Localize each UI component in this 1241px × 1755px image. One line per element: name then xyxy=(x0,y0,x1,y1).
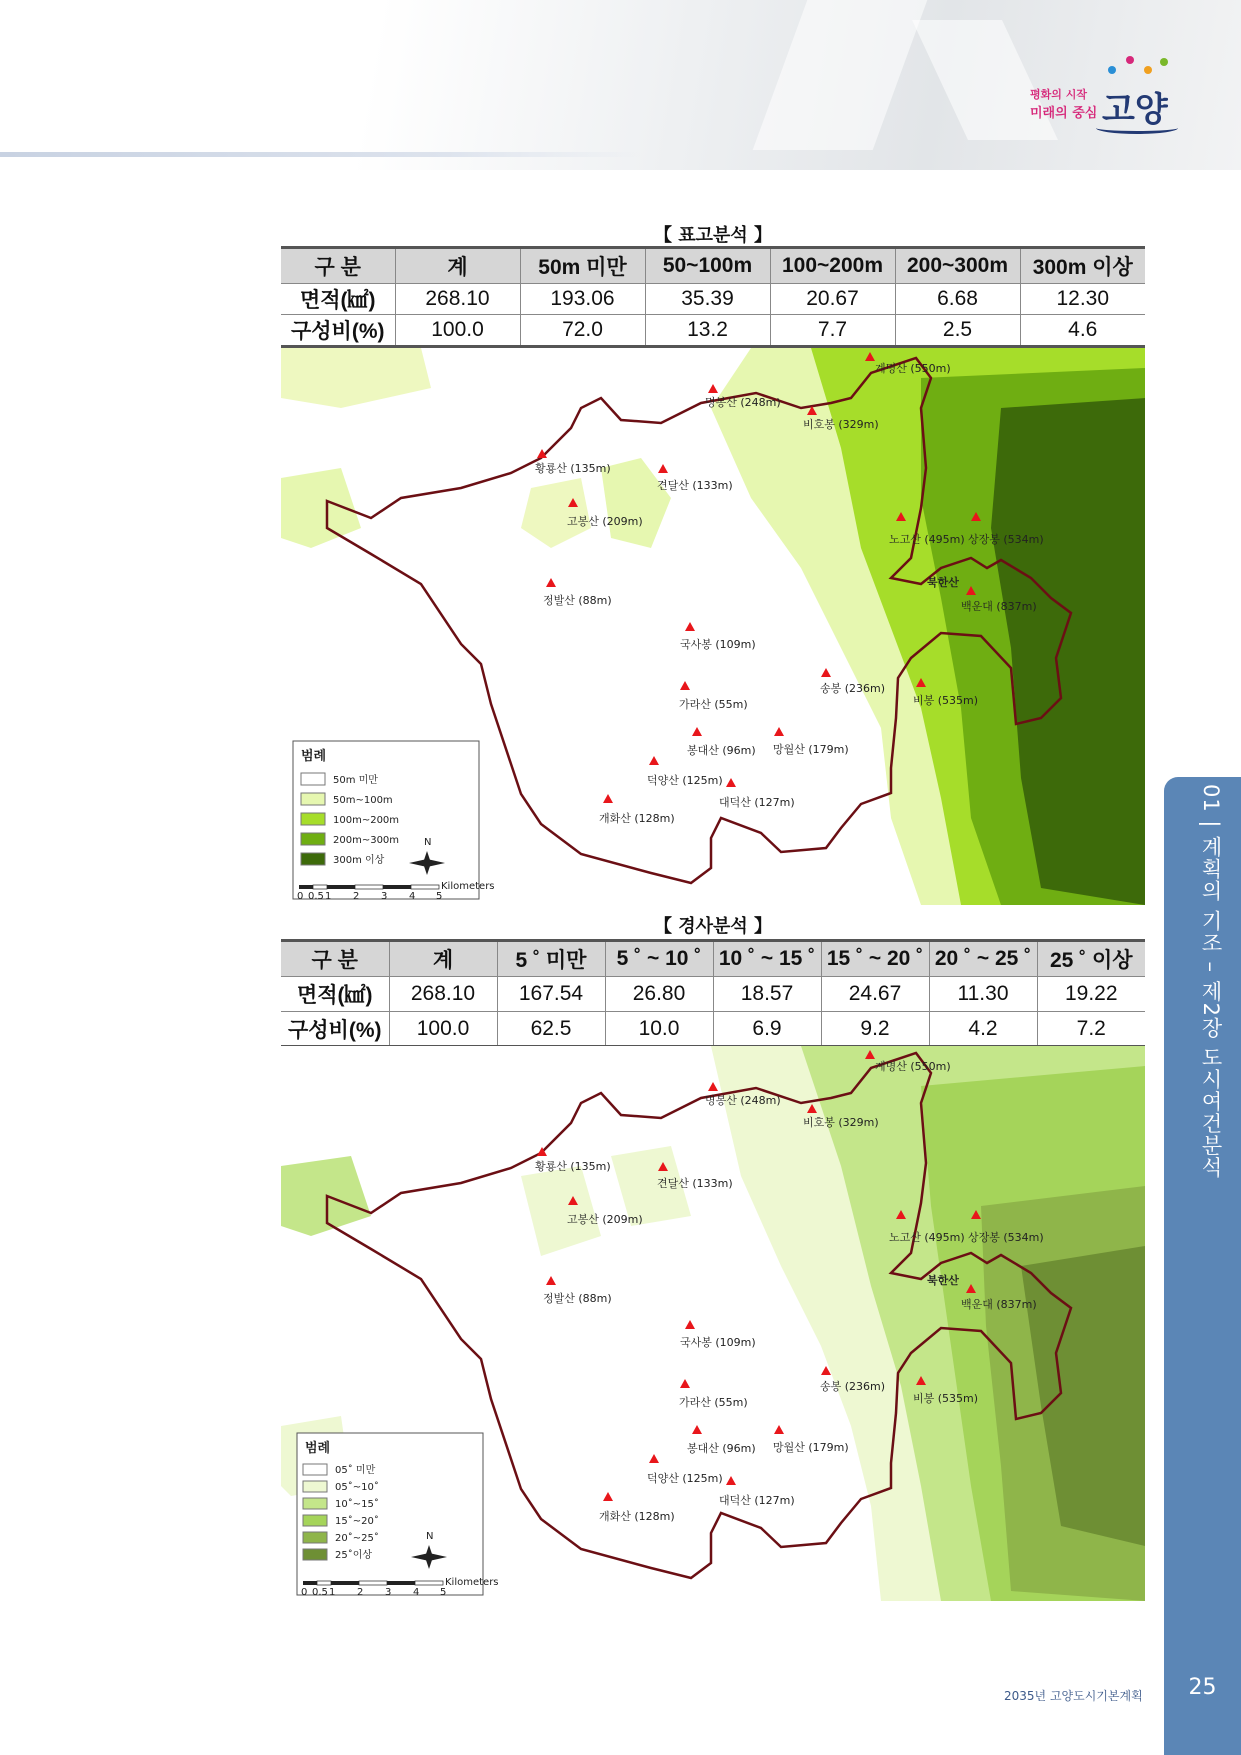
scale-tick: 3 xyxy=(381,891,388,902)
table-cell: 62.5 xyxy=(497,1012,605,1047)
table-cell: 4.6 xyxy=(1020,315,1145,347)
table-cell: 2.5 xyxy=(895,315,1020,347)
legend-label: 25˚이상 xyxy=(335,1550,373,1561)
scale-tick: 2 xyxy=(357,1587,364,1598)
table-cell: 7.2 xyxy=(1037,1012,1145,1047)
table-cell: 20.67 xyxy=(770,284,895,315)
peak-label: 황룡산 (135m) xyxy=(535,1160,611,1173)
north-label: N xyxy=(426,1531,434,1542)
table-cell: 193.06 xyxy=(520,284,645,315)
elevation-map xyxy=(281,348,1145,905)
table-cell: 19.22 xyxy=(1037,977,1145,1012)
peak-label: 가라산 (55m) xyxy=(679,1396,748,1409)
peak-label: 망월산 (179m) xyxy=(773,743,849,756)
peak-label: 덕양산 (125m) xyxy=(647,774,723,787)
peak-label: 비호봉 (329m) xyxy=(803,1116,879,1129)
column-header: 200~300m xyxy=(895,248,1020,284)
logo-swoosh xyxy=(1096,122,1178,134)
chapter-side-title: 01 | 계획의 기조 – 제2장 도시여건분석 xyxy=(1199,784,1223,1179)
legend-label: 10˚~15˚ xyxy=(335,1499,379,1510)
legend-swatch xyxy=(303,1498,327,1509)
peak-label: 계명산 (550m) xyxy=(875,1060,951,1073)
column-header: 5 ˚ 미만 xyxy=(497,941,605,977)
legend-label: 20˚~25˚ xyxy=(335,1533,379,1544)
column-header: 300m 이상 xyxy=(1020,248,1145,284)
table-row xyxy=(281,1012,1145,1047)
table-row xyxy=(281,284,1145,315)
peak-label: 명봉산 (248m) xyxy=(705,396,781,409)
peak-label: 덕양산 (125m) xyxy=(647,1472,723,1485)
row-header: 면적(㎢) xyxy=(281,284,395,315)
header-rule xyxy=(0,152,640,157)
column-header: 20 ˚ ~ 25 ˚ xyxy=(929,941,1037,977)
table-cell: 100.0 xyxy=(389,1012,497,1047)
peak-label: 정발산 (88m) xyxy=(543,594,612,607)
column-header: 구 분 xyxy=(281,941,389,977)
table-cell: 10.0 xyxy=(605,1012,713,1047)
table-cell: 26.80 xyxy=(605,977,713,1012)
table-header-row xyxy=(281,248,1145,284)
peak-label: 송봉 (236m) xyxy=(820,1380,886,1393)
table-cell: 268.10 xyxy=(395,284,520,315)
column-header: 10 ˚ ~ 15 ˚ xyxy=(713,941,821,977)
scale-unit: Kilometers xyxy=(441,881,495,892)
legend-label: 100m~200m xyxy=(333,815,400,826)
peak-label: 견달산 (133m) xyxy=(657,479,733,492)
column-header: 5 ˚ ~ 10 ˚ xyxy=(605,941,713,977)
map-legend xyxy=(293,741,495,902)
peak-label: 고봉산 (209m) xyxy=(567,515,643,528)
peak-label: 북한산 xyxy=(927,576,959,589)
scale-tick: 0.5 xyxy=(308,891,324,902)
peak-label: 상장봉 (534m) xyxy=(968,1231,1044,1244)
page-number: 25 xyxy=(1188,1675,1217,1700)
slope-map xyxy=(281,1046,1145,1601)
legend-swatch xyxy=(301,833,325,845)
peak-label: 노고산 (495m) xyxy=(889,1231,965,1244)
peak-label: 봉대산 (96m) xyxy=(687,1442,756,1455)
table-cell: 100.0 xyxy=(395,315,520,347)
logo-slogan-line1: 평화의 시작 xyxy=(1030,88,1087,101)
scale-tick: 3 xyxy=(385,1587,392,1598)
peak-label: 국사봉 (109m) xyxy=(680,1336,756,1349)
peak-label: 황룡산 (135m) xyxy=(535,462,611,475)
slope-table-title: 【 경사분석 】 xyxy=(653,916,773,937)
scale-tick: 0 xyxy=(297,891,304,902)
legend-label: 300m 이상 xyxy=(333,855,385,866)
logo-flower-icon xyxy=(1126,56,1134,64)
peak-label: 계명산 (550m) xyxy=(875,362,951,375)
peak-label: 비호봉 (329m) xyxy=(803,418,879,431)
table-cell: 13.2 xyxy=(645,315,770,347)
column-header: 15 ˚ ~ 20 ˚ xyxy=(821,941,929,977)
footer-document-title: 2035년 고양도시기본계획 xyxy=(1004,1689,1143,1703)
peak-label: 노고산 (495m) xyxy=(889,533,965,546)
peak-label: 상장봉 (534m) xyxy=(968,533,1044,546)
peak-label: 견달산 (133m) xyxy=(657,1177,733,1190)
table-cell: 24.67 xyxy=(821,977,929,1012)
table-cell: 7.7 xyxy=(770,315,895,347)
peak-label: 북한산 xyxy=(927,1274,959,1287)
peak-label: 봉대산 (96m) xyxy=(687,744,756,757)
peak-label: 송봉 (236m) xyxy=(820,682,886,695)
legend-label: 15˚~20˚ xyxy=(335,1516,379,1527)
peak-label: 가라산 (55m) xyxy=(679,698,748,711)
scale-tick: 2 xyxy=(353,891,360,902)
scale-tick: 0 xyxy=(301,1587,308,1598)
scale-tick: 1 xyxy=(329,1587,336,1598)
legend-swatch xyxy=(303,1549,327,1560)
legend-swatch xyxy=(301,853,325,865)
peak-label: 개화산 (128m) xyxy=(599,1510,675,1523)
legend-swatch xyxy=(303,1481,327,1492)
table-row xyxy=(281,977,1145,1012)
legend-label: 200m~300m xyxy=(333,835,400,846)
peak-label: 비봉 (535m) xyxy=(913,694,979,707)
legend-swatch xyxy=(303,1515,327,1526)
legend-title: 범례 xyxy=(305,1441,331,1456)
map-legend xyxy=(297,1433,499,1598)
table-cell: 4.2 xyxy=(929,1012,1037,1047)
table-cell: 268.10 xyxy=(389,977,497,1012)
legend-label: 05˚ 미만 xyxy=(335,1465,376,1476)
table-row xyxy=(281,315,1145,347)
legend-swatch xyxy=(303,1532,327,1543)
scale-tick: 0.5 xyxy=(312,1587,328,1598)
table-cell: 9.2 xyxy=(821,1012,929,1047)
elevation-table xyxy=(281,246,1145,348)
column-header: 계 xyxy=(395,248,520,284)
column-header: 25 ˚ 이상 xyxy=(1037,941,1145,977)
logo-flower-icon xyxy=(1160,58,1168,66)
legend-swatch xyxy=(301,773,325,785)
logo-flower-icon xyxy=(1144,66,1152,74)
peak-label: 망월산 (179m) xyxy=(773,1441,849,1454)
city-logo xyxy=(1030,52,1180,132)
table-cell: 18.57 xyxy=(713,977,821,1012)
table-cell: 35.39 xyxy=(645,284,770,315)
peak-label: 대덕산 (127m) xyxy=(719,796,795,809)
scale-tick: 5 xyxy=(440,1587,447,1598)
peak-label: 명봉산 (248m) xyxy=(705,1094,781,1107)
row-header: 구성비(%) xyxy=(281,1012,389,1047)
column-header: 50~100m xyxy=(645,248,770,284)
peak-label: 백운대 (837m) xyxy=(961,1298,1037,1311)
scale-tick: 1 xyxy=(325,891,332,902)
peak-label: 대덕산 (127m) xyxy=(719,1494,795,1507)
peak-label: 고봉산 (209m) xyxy=(567,1213,643,1226)
peak-label: 비봉 (535m) xyxy=(913,1392,979,1405)
table-cell: 12.30 xyxy=(1020,284,1145,315)
column-header: 계 xyxy=(389,941,497,977)
legend-swatch xyxy=(301,813,325,825)
legend-label: 50m~100m xyxy=(333,795,393,806)
table-cell: 6.68 xyxy=(895,284,1020,315)
legend-swatch xyxy=(301,793,325,805)
table-cell: 11.30 xyxy=(929,977,1037,1012)
table-cell: 6.9 xyxy=(713,1012,821,1047)
north-label: N xyxy=(424,837,432,848)
column-header: 구 분 xyxy=(281,248,395,284)
peak-label: 정발산 (88m) xyxy=(543,1292,612,1305)
column-header: 100~200m xyxy=(770,248,895,284)
slope-table xyxy=(281,939,1145,1048)
table-cell: 72.0 xyxy=(520,315,645,347)
logo-slogan-line2: 미래의 중심 xyxy=(1030,106,1098,121)
scale-tick: 4 xyxy=(413,1587,420,1598)
legend-label: 05˚~10˚ xyxy=(335,1482,379,1493)
peak-label: 백운대 (837m) xyxy=(961,600,1037,613)
peak-label: 개화산 (128m) xyxy=(599,812,675,825)
slope-map-svg xyxy=(281,1046,1145,1601)
scale-unit: Kilometers xyxy=(445,1577,499,1588)
logo-flower-icon xyxy=(1108,66,1116,74)
table-header-row xyxy=(281,941,1145,977)
column-header: 50m 미만 xyxy=(520,248,645,284)
elevation-map-svg xyxy=(281,348,1145,905)
legend-title: 범례 xyxy=(301,749,327,764)
table-cell: 167.54 xyxy=(497,977,605,1012)
scale-tick: 4 xyxy=(409,891,416,902)
legend-label: 50m 미만 xyxy=(333,775,378,786)
logo-wordmark: 고양 xyxy=(1102,90,1168,130)
legend-swatch xyxy=(303,1464,327,1475)
elevation-table-title: 【 표고분석 】 xyxy=(653,225,773,246)
peak-label: 국사봉 (109m) xyxy=(680,638,756,651)
row-header: 구성비(%) xyxy=(281,315,395,347)
row-header: 면적(㎢) xyxy=(281,977,389,1012)
scale-tick: 5 xyxy=(436,891,443,902)
